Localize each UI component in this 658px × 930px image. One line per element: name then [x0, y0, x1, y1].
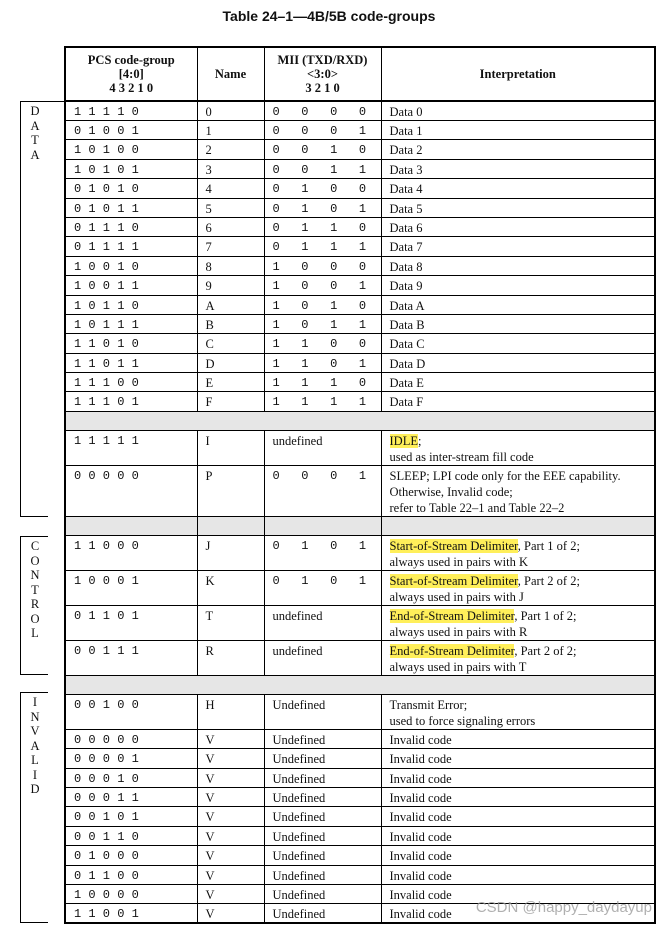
mii-cell: 1 1 1 1 [264, 392, 381, 411]
interpretation-text: ; [417, 433, 422, 448]
mii-cell: Undefined [264, 865, 381, 884]
mii-cell: 0 0 1 1 [264, 159, 381, 178]
name-cell: V [197, 768, 264, 787]
interpretation-cell [381, 465, 655, 516]
pcs-code-cell: 0 1 1 1 0 [65, 217, 197, 236]
pcs-code-cell: 1 1 0 0 0 [65, 535, 197, 570]
mii-cell: 0 1 0 1 [264, 570, 381, 605]
interpretation-line [390, 573, 655, 589]
pcs-code-cell: 0 1 1 1 1 [65, 237, 197, 256]
pcs-code-cell: 0 0 0 0 0 [65, 465, 197, 516]
pcs-code-cell: 1 1 1 0 1 [65, 392, 197, 411]
pcs-code-cell: 1 0 1 0 1 [65, 159, 197, 178]
name-cell: 7 [197, 237, 264, 256]
interpretation-line: refer to Table 22–1 and Table 22–2 [389, 500, 565, 515]
name-cell: V [197, 749, 264, 768]
table-row [65, 237, 655, 256]
interpretation-line: Invalid code [389, 791, 452, 806]
interpretation-text: , Part 1 of 2; [517, 538, 580, 553]
name-cell: 0 [197, 101, 264, 121]
table-row [65, 392, 655, 411]
pcs-code-cell: 0 1 0 0 0 [65, 846, 197, 865]
mii-cell: 0 1 1 1 [264, 237, 381, 256]
mii-cell: 0 1 0 1 [264, 198, 381, 217]
side-label-invalid-text: I N V A L I D [30, 695, 40, 796]
mii-cell: 0 1 0 0 [264, 179, 381, 198]
table-row [65, 749, 655, 768]
interpretation-cell [381, 121, 655, 140]
mii-cell: 1 0 0 1 [264, 276, 381, 295]
header-mii: MII (TXD/RXD) <3:0> 3 2 1 0 [264, 47, 381, 101]
table-row [65, 768, 655, 787]
name-cell: 9 [197, 276, 264, 295]
pcs-code-cell: 0 1 0 1 1 [65, 198, 197, 217]
table-row [65, 729, 655, 748]
interpretation-text: , Part 2 of 2; [514, 643, 577, 658]
name-cell: V [197, 846, 264, 865]
pcs-code-cell: 1 1 1 1 1 [65, 430, 197, 465]
table-row [65, 159, 655, 178]
mii-cell: Undefined [264, 749, 381, 768]
table-row [65, 353, 655, 372]
name-cell: V [197, 865, 264, 884]
table-row [65, 807, 655, 826]
mii-cell: 1 0 1 1 [264, 314, 381, 333]
separator-cell [65, 516, 197, 535]
table-row [65, 198, 655, 217]
name-cell: V [197, 729, 264, 748]
code-group-table [64, 46, 656, 924]
interpretation-line: Invalid code [389, 810, 452, 825]
interpretation-cell [381, 826, 655, 845]
pcs-code-cell: 0 0 1 0 1 [65, 807, 197, 826]
interpretation-cell [381, 276, 655, 295]
table-row [65, 334, 655, 353]
name-cell: V [197, 826, 264, 845]
mii-cell: undefined [264, 605, 381, 640]
interpretation-line: Data 1 [389, 124, 423, 138]
mii-cell: 0 1 1 0 [264, 217, 381, 236]
name-cell: 4 [197, 179, 264, 198]
separator-cell [65, 411, 655, 430]
table-row [65, 217, 655, 236]
interpretation-line: always used in pairs with K [389, 554, 529, 569]
name-cell: R [197, 640, 264, 675]
table-row [65, 865, 655, 884]
name-cell: T [197, 605, 264, 640]
name-cell: I [197, 430, 264, 465]
name-cell: 5 [197, 198, 264, 217]
interpretation-cell [381, 237, 655, 256]
table-row [65, 276, 655, 295]
pcs-code-cell: 0 0 0 0 1 [65, 749, 197, 768]
pcs-code-cell: 1 1 1 1 0 [65, 101, 197, 121]
table-row [65, 465, 655, 516]
highlighted-term: Start-of-Stream Delimiter [389, 538, 518, 553]
pcs-code-cell: 1 0 1 0 0 [65, 140, 197, 159]
mii-cell: Undefined [264, 884, 381, 903]
name-cell: E [197, 373, 264, 392]
mii-cell: 0 1 0 1 [264, 535, 381, 570]
name-cell: V [197, 807, 264, 826]
pcs-code-cell: 0 0 0 1 1 [65, 788, 197, 807]
pcs-code-cell: 1 0 1 1 1 [65, 314, 197, 333]
header-pcs: PCS code-group [4:0] 4 3 2 1 0 [65, 47, 197, 101]
interpretation-line: Invalid code [389, 907, 452, 922]
mii-cell: undefined [264, 430, 381, 465]
separator-row [65, 675, 655, 694]
interpretation-line: Invalid code [389, 849, 452, 864]
interpretation-line: Data 6 [389, 220, 423, 235]
highlighted-term: Start-of-Stream Delimiter [389, 573, 518, 588]
mii-cell: 1 1 1 0 [264, 373, 381, 392]
pcs-code-cell: 1 1 0 0 1 [65, 904, 197, 924]
name-cell: D [197, 353, 264, 372]
interpretation-line: Data 3 [389, 162, 423, 177]
interpretation-cell [381, 788, 655, 807]
name-cell: 8 [197, 256, 264, 275]
name-cell: V [197, 904, 264, 924]
highlighted-term: IDLE [389, 433, 418, 448]
interpretation-cell [381, 640, 655, 675]
pcs-code-cell: 1 1 0 1 1 [65, 353, 197, 372]
interpretation-cell [381, 334, 655, 353]
interpretation-cell [381, 140, 655, 159]
mii-cell: undefined [264, 640, 381, 675]
interpretation-cell [381, 865, 655, 884]
pcs-code-cell: 1 0 0 0 1 [65, 570, 197, 605]
interpretation-line: Data 2 [389, 143, 423, 158]
pcs-code-cell: 0 1 0 0 1 [65, 121, 197, 140]
interpretation-line: Invalid code [389, 771, 452, 786]
interpretation-cell [381, 605, 655, 640]
table-row [65, 535, 655, 570]
name-cell: V [197, 788, 264, 807]
interpretation-text: , Part 2 of 2; [517, 573, 580, 588]
interpretation-cell [381, 159, 655, 178]
interpretation-line: Data B [389, 317, 425, 332]
mii-cell: 1 0 0 0 [264, 256, 381, 275]
separator-row [65, 411, 655, 430]
table-row [65, 430, 655, 465]
interpretation-line: Data C [389, 337, 425, 352]
name-cell: H [197, 694, 264, 729]
name-cell: A [197, 295, 264, 314]
interpretation-line [390, 643, 655, 659]
mii-cell: Undefined [264, 807, 381, 826]
table-row [65, 605, 655, 640]
table-row [65, 140, 655, 159]
interpretation-line [390, 608, 655, 624]
interpretation-cell [381, 314, 655, 333]
name-cell: P [197, 465, 264, 516]
mii-cell: Undefined [264, 694, 381, 729]
side-label-data [20, 101, 48, 517]
mii-cell: Undefined [264, 768, 381, 787]
interpretation-line [390, 433, 655, 449]
table-row [65, 121, 655, 140]
side-label-control [20, 536, 48, 675]
side-label-data-text: D A T A [30, 104, 40, 162]
interpretation-line: Data E [389, 376, 424, 391]
name-cell: F [197, 392, 264, 411]
name-cell: C [197, 334, 264, 353]
mii-cell: Undefined [264, 729, 381, 748]
interpretation-line: Invalid code [389, 732, 452, 747]
table-row [65, 179, 655, 198]
interpretation-line: always used in pairs with J [389, 589, 524, 604]
interpretation-line: always used in pairs with T [389, 659, 527, 674]
side-label-invalid [20, 692, 48, 923]
mii-cell: Undefined [264, 904, 381, 924]
interpretation-line: Otherwise, Invalid code; [389, 484, 513, 499]
mii-cell: 0 0 1 0 [264, 140, 381, 159]
separator-row [65, 516, 655, 535]
interpretation-cell [381, 217, 655, 236]
name-cell: B [197, 314, 264, 333]
interpretation-line: Invalid code [389, 887, 452, 902]
table-row [65, 694, 655, 729]
interpretation-cell [381, 846, 655, 865]
table-row [65, 826, 655, 845]
header-interpretation: Interpretation [381, 47, 655, 101]
highlighted-term: End-of-Stream Delimiter [389, 608, 515, 623]
interpretation-cell [381, 198, 655, 217]
interpretation-text: , Part 1 of 2; [514, 608, 577, 623]
interpretation-line: Transmit Error; [389, 697, 468, 712]
mii-cell: 0 0 0 0 [264, 101, 381, 121]
table-row [65, 256, 655, 275]
separator-cell [197, 516, 264, 535]
interpretation-cell [381, 807, 655, 826]
interpretation-cell [381, 256, 655, 275]
table-row [65, 314, 655, 333]
pcs-code-cell: 0 0 1 1 1 [65, 640, 197, 675]
side-label-control-text: C O N T R O L [30, 539, 40, 640]
pcs-code-cell: 0 0 1 0 0 [65, 694, 197, 729]
interpretation-cell [381, 749, 655, 768]
pcs-code-cell: 1 1 1 0 0 [65, 373, 197, 392]
mii-cell: 1 1 0 1 [264, 353, 381, 372]
table-title: Table 24–1—4B/5B code-groups [222, 8, 436, 24]
interpretation-line: SLEEP; LPI code only for the EEE capability. [389, 468, 621, 483]
interpretation-line: Data 5 [389, 201, 423, 216]
interpretation-line: Data 4 [389, 182, 423, 197]
separator-cell [381, 516, 655, 535]
interpretation-line: always used in pairs with R [389, 624, 528, 639]
mii-cell: Undefined [264, 846, 381, 865]
table-row [65, 295, 655, 314]
watermark: CSDN @happy_daydayup [475, 899, 652, 916]
interpretation-line: Invalid code [389, 829, 452, 844]
interpretation-cell [381, 295, 655, 314]
mii-cell: 1 1 0 0 [264, 334, 381, 353]
interpretation-line: Invalid code [389, 868, 452, 883]
interpretation-cell [381, 392, 655, 411]
table-row [65, 101, 655, 121]
table-row [65, 640, 655, 675]
interpretation-line [390, 538, 655, 554]
interpretation-line: Data 7 [389, 240, 423, 255]
header-name: Name [197, 47, 264, 101]
highlighted-term: End-of-Stream Delimiter [389, 643, 515, 658]
pcs-code-cell: 0 0 0 0 0 [65, 729, 197, 748]
pcs-code-cell: 0 1 1 0 0 [65, 865, 197, 884]
mii-cell: Undefined [264, 826, 381, 845]
interpretation-cell [381, 535, 655, 570]
pcs-code-cell: 1 0 0 0 0 [65, 884, 197, 903]
separator-cell [65, 675, 655, 694]
name-cell: 2 [197, 140, 264, 159]
pcs-code-cell: 0 1 0 1 0 [65, 179, 197, 198]
mii-cell: 1 0 1 0 [264, 295, 381, 314]
interpretation-line: Data 9 [389, 279, 423, 294]
interpretation-line: Data D [389, 356, 426, 371]
mii-cell: 0 0 0 1 [264, 465, 381, 516]
table-row [65, 788, 655, 807]
pcs-code-cell: 0 0 0 1 0 [65, 768, 197, 787]
name-cell: 3 [197, 159, 264, 178]
pcs-code-cell: 0 1 1 0 1 [65, 605, 197, 640]
name-cell: 6 [197, 217, 264, 236]
interpretation-line: Invalid code [389, 752, 452, 767]
mii-cell: Undefined [264, 788, 381, 807]
interpretation-line: Data 0 [389, 105, 423, 119]
name-cell: 1 [197, 121, 264, 140]
interpretation-cell [381, 729, 655, 748]
interpretation-line: used as inter-stream fill code [389, 449, 534, 464]
interpretation-cell [381, 353, 655, 372]
interpretation-line: used to force signaling errors [389, 713, 536, 728]
name-cell: J [197, 535, 264, 570]
pcs-code-cell: 1 0 0 1 1 [65, 276, 197, 295]
interpretation-cell [381, 430, 655, 465]
name-cell: V [197, 884, 264, 903]
table-row [65, 373, 655, 392]
interpretation-line: Data F [389, 395, 424, 410]
pcs-code-cell: 1 0 1 1 0 [65, 295, 197, 314]
table-row [65, 846, 655, 865]
interpretation-cell [381, 179, 655, 198]
interpretation-cell [381, 373, 655, 392]
interpretation-cell [381, 694, 655, 729]
pcs-code-cell: 0 0 1 1 0 [65, 826, 197, 845]
table-row [65, 570, 655, 605]
mii-cell: 0 0 0 1 [264, 121, 381, 140]
interpretation-cell [381, 101, 655, 121]
interpretation-cell [381, 570, 655, 605]
interpretation-line: Data 8 [389, 259, 423, 274]
pcs-code-cell: 1 0 0 1 0 [65, 256, 197, 275]
interpretation-cell [381, 768, 655, 787]
pcs-code-cell: 1 1 0 1 0 [65, 334, 197, 353]
separator-cell [264, 516, 381, 535]
interpretation-line: Data A [389, 298, 425, 313]
name-cell: K [197, 570, 264, 605]
